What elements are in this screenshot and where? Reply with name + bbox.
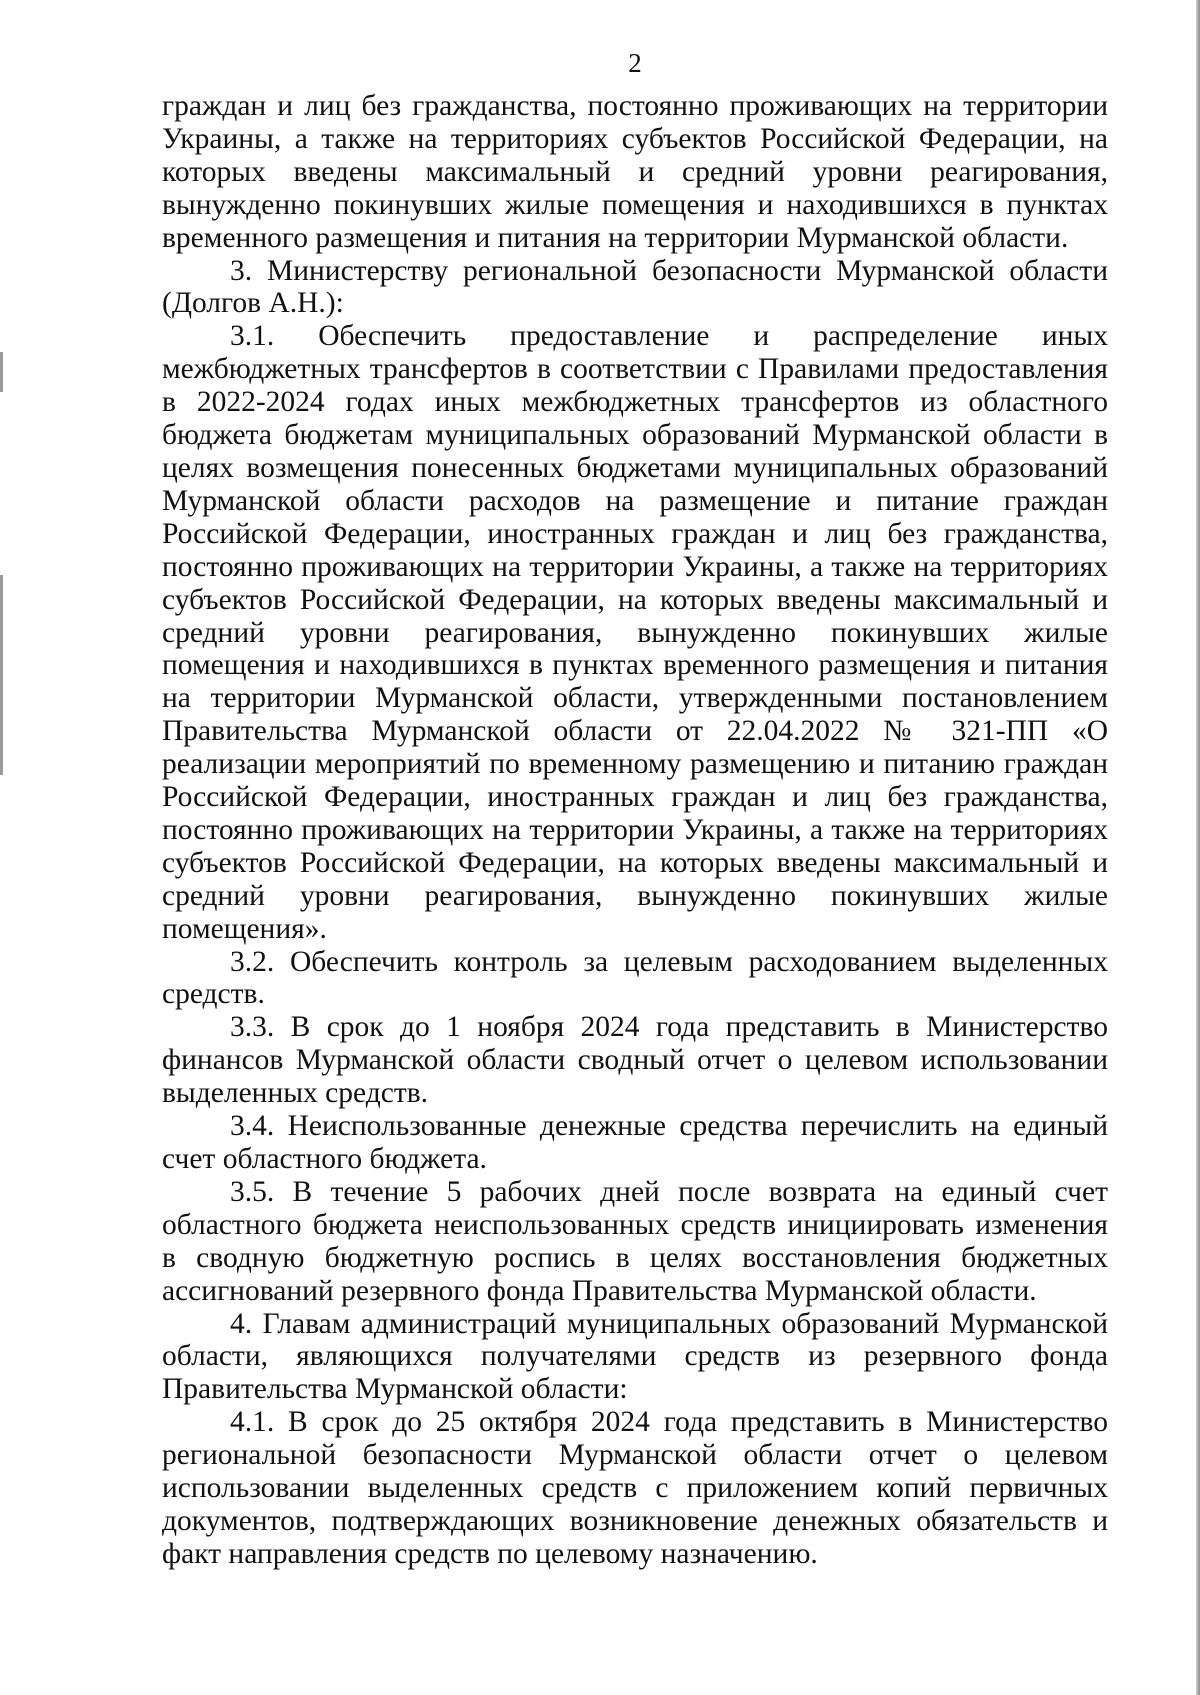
scan-margin-mark (0, 352, 3, 392)
paragraph-3-5: 3.5. В течение 5 рабочих дней после возврата на единый счет областного бюджета неиспользованных средств инициировать изменения в сводную бюджетную роспись в целях восстановления бюджетных ассигнований резервного фонда Правительства Мурманской области. (162, 1175, 1108, 1307)
paragraph-4: 4. Главам администраций муниципальных образований Мурманской области, являющихся получателями средств из резервного фонда Правительства Мурманской области: (162, 1307, 1108, 1406)
page-number: 2 (628, 48, 642, 78)
scan-margin-mark (0, 575, 3, 775)
paragraph-3-3: 3.3. В срок до 1 ноября 2024 года представить в Министерство финансов Мурманской области сводный отчет о целевом использовании выделенных средств. (162, 1011, 1108, 1110)
paragraph-3-1: 3.1. Обеспечить предоставление и распределение иных межбюджетных трансфертов в соответствии с Правилами предоставления в 2022-2024 годах иных межбюджетных трансфертов из областного бюджета бюджетам муниципальных образований Мурманской области в целях возмещения понесенных бюджетами муниципальных образований Мурманской области расходов на размещение и питание граждан Российской Федерации, иностранных граждан и лиц без гражданства, постоянно проживающих на территории Украины, а также на территориях субъектов Российской Федерации, на которых введены максимальный и средний уровни реагирования, вынужденно покинувших жилые помещения и находившихся в пунктах временного размещения и питания на территории Мурманской области, утвержденными постановлением Правительства Мурманской области от 22.04.2022 № 321-ПП «О реализации мероприятий по временному размещению и питанию граждан Российской Федерации, иностранных граждан и лиц без гражданства, постоянно проживающих на территории Украины, а также на территориях субъектов Российской Федерации, на которых введены максимальный и средний уровни реагирования, вынужденно покинувших жилые помещения». (162, 320, 1108, 945)
paragraph-3: 3. Министерству региональной безопасности Мурманской области (Долгов А.Н.): (162, 254, 1108, 320)
scan-page-edge (1196, 0, 1200, 1695)
paragraph-4-1: 4.1. В срок до 25 октября 2024 года представить в Министерство региональной безопасности Мурманской области отчет о целевом использовании выделенных средств с приложением копий первичных документов, подтверждающих возникновение денежных обязательств и факт направления средств по целевому назначению. (162, 1406, 1108, 1570)
paragraph-3-4: 3.4. Неиспользованные денежные средства перечислить на единый счет областного бюджета. (162, 1110, 1108, 1175)
document-body (162, 90, 1108, 1571)
paragraph-continuation: граждан и лиц без гражданства, постоянно проживающих на территории Украины, а также на территориях субъектов Российской Федерации, на которых введены максимальный и средний уровни реагирования, вынужденно покинувших жилые помещения и находившихся в пунктах временного размещения и питания на территории Мурманской области. (162, 90, 1108, 254)
paragraph-3-2: 3.2. Обеспечить контроль за целевым расходованием выделенных средств. (162, 945, 1108, 1011)
